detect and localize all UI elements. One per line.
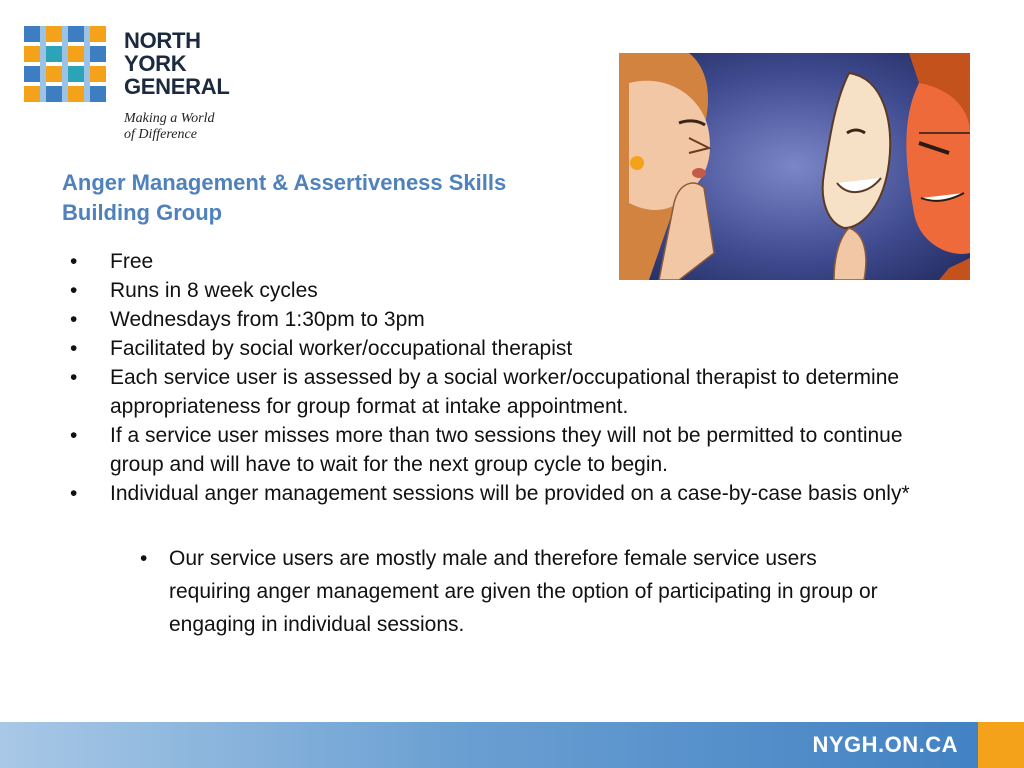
list-item [70, 334, 930, 363]
footer-url: NYGH.ON.CA [812, 732, 958, 757]
bullet-icon: • [70, 337, 78, 360]
bullet-text: Each service user is assessed by a social worker/occupational therapist to determine appropriateness for group format at intake appointment. [110, 366, 900, 418]
bullet-text: Free [110, 250, 154, 273]
bullet-text: Runs in 8 week cycles [110, 279, 318, 302]
list-item [70, 305, 930, 334]
sub-bullet-list [140, 542, 900, 641]
list-item [70, 363, 930, 421]
footer-bar [0, 722, 1024, 768]
footer-accent [978, 722, 1024, 768]
bullet-text: If a service user misses more than two sessions they will not be permitted to continue group and will have to wait for the next group cycle to begin. [110, 424, 903, 476]
page-title [62, 168, 602, 228]
bullet-icon: • [70, 482, 78, 505]
logo-name-line: NORTH [124, 28, 201, 53]
bullet-icon: • [70, 279, 78, 302]
tagline-line: Making a World [124, 111, 215, 126]
bullet-icon: • [140, 547, 148, 570]
list-item [70, 479, 930, 508]
tagline-line: of Difference [124, 127, 197, 142]
logo-grid-icon [24, 22, 108, 106]
bullet-icon: • [70, 250, 78, 273]
bullet-list [70, 247, 930, 508]
sub-bullet-text: Our service users are mostly male and therefore female service users requiring anger management are given the option of participating in group or engaging in individual sessions. [169, 547, 878, 636]
bullet-icon: • [70, 366, 78, 389]
hospital-logo [24, 22, 264, 147]
logo-name-line: YORK [124, 51, 187, 76]
logo-name [124, 29, 229, 98]
faces-illustration [619, 53, 970, 280]
bullet-text: Individual anger management sessions will be provided on a case-by-case basis only* [110, 482, 910, 505]
list-item [70, 276, 930, 305]
logo-tagline [124, 111, 214, 143]
logo-name-line: GENERAL [124, 74, 230, 99]
title-line: Anger Management & Assertiveness Skills [62, 170, 507, 195]
bullet-icon: • [70, 308, 78, 331]
list-item [70, 247, 930, 276]
list-item [140, 542, 900, 641]
bullet-text: Facilitated by social worker/occupational therapist [110, 337, 573, 360]
bullet-text: Wednesdays from 1:30pm to 3pm [110, 308, 425, 331]
list-item [70, 421, 930, 479]
bullet-icon: • [70, 424, 78, 447]
title-line: Building Group [62, 200, 223, 225]
